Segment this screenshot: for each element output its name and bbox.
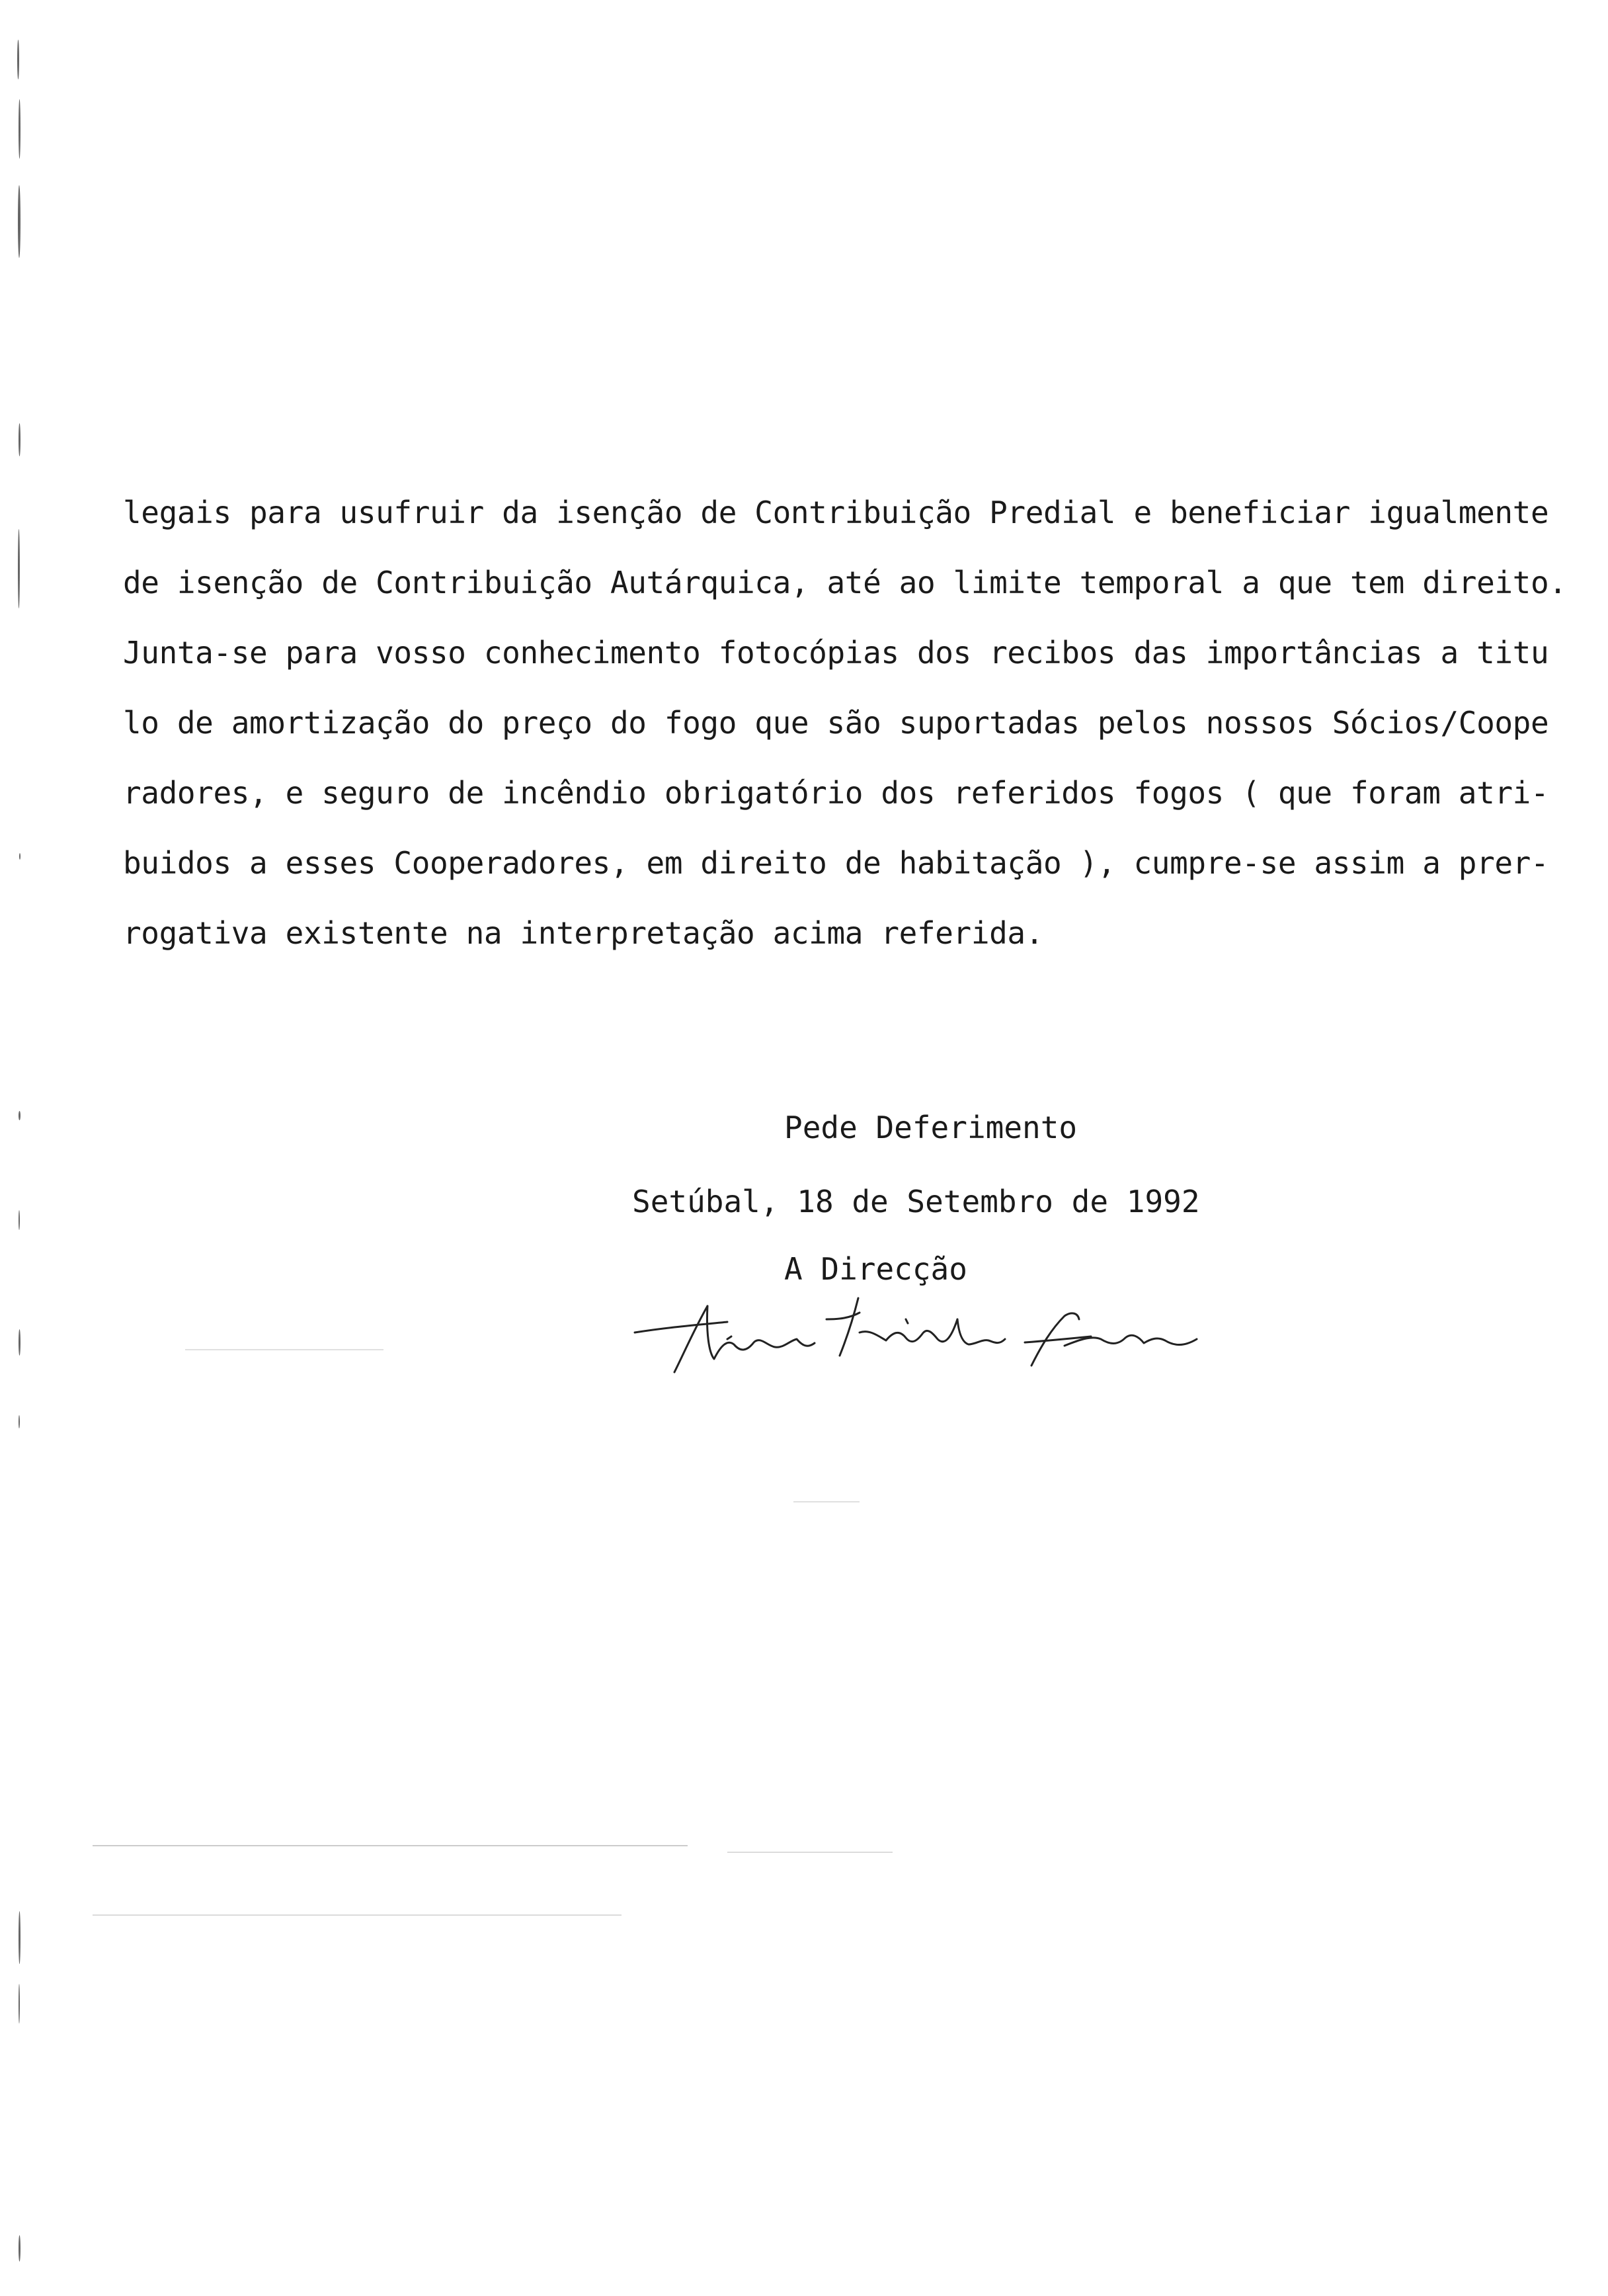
closing-signatory: A Direcção	[784, 1251, 967, 1287]
scan-margin-artifacts	[12, 26, 32, 2275]
scan-artifact-line	[185, 1349, 383, 1350]
body-line: radores, e seguro de incêndio obrigatório dos referidos fogos ( que foram atri-	[123, 775, 1549, 811]
body-line: legais para usufruir da isenção de Contribuição Predial e beneficiar igualmente	[123, 495, 1549, 530]
body-line: rogativa existente na interpretação acima referida.	[123, 915, 1044, 951]
scan-artifact-line	[727, 1852, 893, 1853]
scan-artifact-line	[93, 1914, 622, 1916]
body-paragraph	[123, 477, 1567, 968]
body-line: Junta-se para vosso conhecimento fotocópias dos recibos das importâncias a titu	[123, 635, 1549, 671]
body-line: de isenção de Contribuição Autárquica, até ao limite temporal a que tem direito.	[123, 565, 1567, 600]
scan-artifact-line	[93, 1845, 688, 1846]
body-line: buidos a esses Cooperadores, em direito de habitação ), cumpre-se assim a prer-	[123, 845, 1549, 881]
scan-artifact-line	[793, 1501, 860, 1502]
body-line: lo de amortização do preço do fogo que são suportadas pelos nossos Sócios/Coope	[123, 705, 1549, 741]
handwritten-signature	[628, 1293, 1210, 1385]
closing-request: Pede Deferimento	[784, 1110, 1078, 1145]
closing-place-date: Setúbal, 18 de Setembro de 1992	[632, 1184, 1200, 1219]
